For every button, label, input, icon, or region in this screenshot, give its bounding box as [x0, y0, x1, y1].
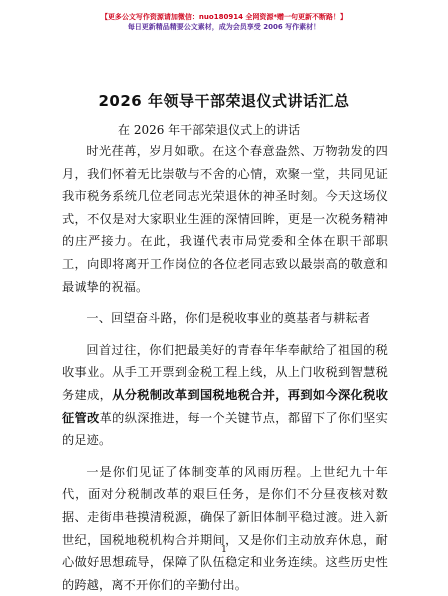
document-body	[62, 140, 388, 596]
page-number: 1	[221, 545, 227, 555]
paragraph-point-one: 一是你们见证了体制变革的风雨历程。上世纪九十年代，面对分税制改革的艰巨任务，是你们不分昼夜核对数据、走街串巷摸清税源，确保了新旧体制平稳过渡。进入新世纪，国税地税机构合并期间，又是你们主动放弃休息，耐心做好思想疏导，保障了队伍稳定和业务连续。这些历史性的跨越，离不开你们的辛勤付出。	[62, 464, 388, 592]
paragraph-review-part-2: 革的纵深推进，每一个关键节点，都留下了你们坚实的足迹。	[62, 410, 388, 448]
banner-line-1: 【更多公文写作资源请加微信：nuo180914 全网资源*赠一句更新不断路！】	[100, 13, 348, 21]
paragraph-review-part-1: 回首过往，你们把最美好的青春年华奉献给了祖国的税收事业。从手工开票到金税工程上线，从上门收税到智慧税务建成，	[62, 342, 388, 402]
header-banner	[0, 12, 448, 32]
document-title: 2026 年领导干部荣退仪式讲话汇总	[98, 92, 350, 110]
section-title: 在 2026 年干部荣退仪式上的讲话	[118, 123, 301, 137]
paragraph-review-emphasis: 从分税制改革到国税地税合并，再到如今深化税收征管改	[62, 387, 388, 425]
paragraph-opening: 时光荏苒，岁月如歌。在这个春意盎然、万物勃发的四月，我们怀着无比崇敬与不舍的心情，欢聚一堂，共同见证我市税务系统几位老同志光荣退休的神圣时刻。今天这场仪式，不仅是对大家职业生涯的深情回眸，更是一次税务精神的庄严接力。在此，我谨代表市局党委和全体在职干部职工，向即将离开工作岗位的各位老同志致以最崇高的敬意和最诚挚的祝福。	[62, 144, 388, 294]
banner-line-2: 每日更新精品精要公文素材，成为会员享受 2006 写作素材！	[127, 23, 321, 31]
section-heading-1: 一、回望奋斗路，你们是税收事业的奠基者与耕耘者	[86, 311, 371, 326]
paragraph-review	[62, 339, 388, 452]
